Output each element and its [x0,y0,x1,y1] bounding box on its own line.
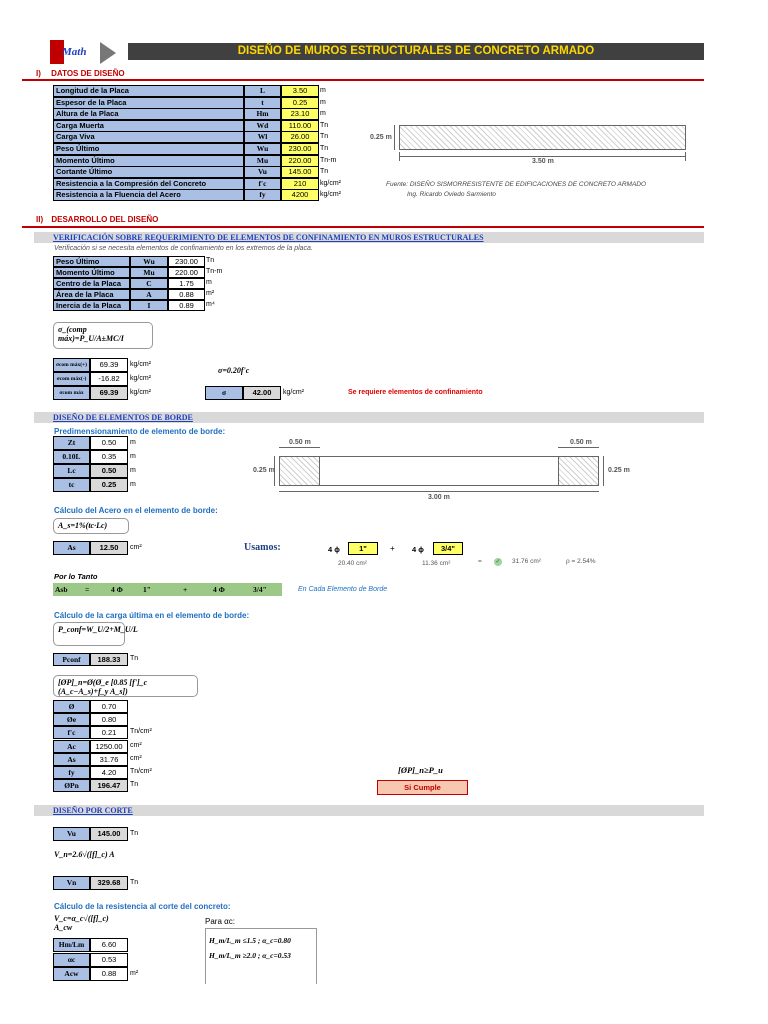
datos-symbol: Wu [244,143,281,155]
predim-title: Predimensionamiento de elemento de borde: [54,427,226,436]
vc-symbol: αc [53,953,90,967]
datos-unit: Tn [320,133,329,141]
rho-value: ρ = 2.54% [566,558,596,565]
borde-bottom-label: 3.00 m [428,494,450,501]
stress-unit: kg/cm² [130,361,151,368]
predim-symbol: tc [53,478,90,492]
datos-unit: kg/cm² [320,179,341,187]
check-formula: [ØP]_n≥P_u [398,765,443,775]
plus-sign: + [390,544,395,553]
conf-value: 220.00 [168,267,205,278]
total-area: 31.76 cm² [512,558,541,565]
datos-unit: m [320,87,326,94]
logo: Math [48,36,128,66]
as-sym: As [53,541,90,555]
datos-value: 23.10 [281,108,319,120]
limit-value: 42.00 [243,386,281,400]
dim-line [399,156,686,157]
phi-unit: Tn/cm² [130,728,152,736]
datos-value: 110.00 [281,120,319,132]
as-value: 12.50 [90,541,128,555]
dim-line [558,447,599,448]
predim-unit: m [130,453,136,460]
vu-unit: Tn [130,830,139,837]
datos-label: Resistencia a la Compresión del Concreto [53,178,244,190]
datos-symbol: Mu [244,155,281,167]
datos-label: Resistencia a la Fluencia del Acero [53,189,244,201]
datos-unit: m [320,110,326,118]
vc-symbol: Acw [53,967,90,981]
conf-unit: Tn [206,257,215,264]
borde-left-top-label: 0.50 m [289,439,311,446]
source-note: Fuente: DISEÑO SISMORRESISTENTE DE EDIFICACIONES DE CONCRETO ARMADO [386,181,647,188]
datos-value: 4200 [281,189,319,201]
datos-symbol: Hm [244,108,281,120]
phi-symbol: As [53,753,90,766]
datos-symbol: L [244,85,281,97]
phi-symbol: Øe [53,713,90,726]
equals-sign: = [478,558,482,565]
pconf-sym: Pconf [53,653,90,666]
datos-label: Peso Último [53,143,244,155]
predim-symbol: Zt [53,436,90,450]
phi-symbol: Ø [53,700,90,713]
dim-line [279,491,599,492]
para-alpha-label: Para αc: [205,917,235,926]
conf-unit: m² [206,290,215,297]
datos-label: Cortante Último [53,166,244,178]
as-unit: cm² [130,544,142,551]
conf-unit: m⁴ [206,301,215,308]
section-desarrollo-title: II) DESARROLLO DEL DISEÑO [36,215,159,224]
asb-note: En Cada Elemento de Borde [298,586,388,593]
vc-symbol: Hm/Lm [53,938,90,952]
datos-symbol: f'c [244,178,281,190]
datos-value: 3.50 [281,85,319,97]
dim-line [603,456,604,486]
acero-title: Cálculo del Acero en el elemento de borde: [54,506,218,515]
predim-unit: m [130,481,136,488]
phi-value: 0.21 [90,726,128,739]
datos-unit: Tn [320,145,329,152]
vc-value: 0.53 [90,953,128,967]
datos-value: 145.00 [281,166,319,178]
borde-left-side-label: 0.25 m [253,467,275,474]
datos-label: Carga Muerta [53,120,244,132]
phi-symbol: Ac [53,740,90,753]
confinamiento-note: Verificación si se necesita elementos de confinamiento en los extremos de la placa. [54,245,313,252]
conf-label: Inercia de la Placa [53,300,130,311]
area-1: 20.40 cm² [338,560,367,567]
conf-label: Área de la Placa [53,289,130,300]
subsection-borde-title: DISEÑO DE ELEMENTOS DE BORDE [34,412,704,423]
usamos-label: Usamos: [244,542,281,553]
datos-unit: Tn-m [320,156,337,164]
phi-unit: Tn/cm² [130,768,152,775]
dim-thickness-label: 0.25 m [370,134,392,141]
limit-formula: σ=0.20f'c [218,366,250,375]
borde-right-side-label: 0.25 m [608,467,630,474]
conf-value: 230.00 [168,256,205,267]
acero-formula: A_s=1%(tc·Lc) [53,518,129,534]
phi-value: 31.76 [90,753,128,766]
phi-value: 0.80 [90,713,128,726]
confinamiento-result: Se requiere elementos de confinamiento [348,389,483,396]
conf-label: Momento Último [53,267,130,278]
conf-symbol: Mu [130,267,168,278]
bar-diameter-1: 1" [348,542,378,555]
vn-sym: Vn [53,876,90,890]
phi-unit: cm² [130,741,142,749]
conf-unit: m [206,279,212,286]
conf-label: Centro de la Placa [53,278,130,289]
stress-symbol: σcom máx(+) [53,358,90,372]
check-result: Si Cumple [377,780,468,795]
predim-unit: m [130,439,136,446]
datos-value: 210 [281,178,319,190]
borde-right-hatch [558,456,599,486]
check-icon: ✓ [495,559,501,565]
stress-value: 69.39 [90,358,128,372]
carga-title: Cálculo de la carga última en el elemento de borde: [54,611,250,620]
phi-value: 4.20 [90,766,128,779]
phi-unit: Tn [130,781,139,789]
conf-symbol: C [130,278,168,289]
datos-symbol: fy [244,189,281,201]
area-2: 11.36 cm² [422,560,451,567]
conf-unit: Tn-m [206,268,223,275]
subsection-corte-title: DISEÑO POR CORTE [34,805,704,816]
vn-value: 329.68 [90,876,128,890]
predim-symbol: 0.10L [53,450,90,464]
limit-unit: kg/cm² [283,389,304,396]
predim-value: 0.50 [90,464,128,478]
conf-value: 1.75 [168,278,205,289]
section-datos-title: I) DATOS DE DISEÑO [36,69,125,78]
datos-value: 220.00 [281,155,319,167]
borde-diagram [279,456,599,486]
dim-line [394,125,395,150]
datos-label: Espesor de la Placa [53,97,244,109]
vn-unit: Tn [130,879,139,886]
pconf-value: 188.33 [90,653,128,666]
vc-value: 0.88 [90,967,128,981]
stress-value: 69.39 [90,386,128,400]
conf-value: 0.89 [168,300,205,311]
bar-count-1: 4 ϕ [328,545,340,554]
phi-symbol: f'c [53,726,90,739]
stress-formula: σ_(comp máx)=P_U/A±MC/I [53,322,153,349]
conf-value: 0.88 [168,289,205,300]
datos-label: Carga Viva [53,131,244,143]
datos-unit: Tn [320,168,329,176]
vu-value: 145.00 [90,827,128,841]
predim-value: 0.25 [90,478,128,492]
asb-row: Asb = 4 Φ 1" + 4 Φ 3/4" [53,583,282,596]
carga-formula: P_conf=W_U/2+M_U/L [53,622,125,646]
dim-tick [685,152,686,161]
por-lo-tanto: Por lo Tanto [54,572,98,581]
datos-symbol: Wl [244,131,281,143]
phi-symbol: fy [53,766,90,779]
stress-symbol: σcom máx [53,386,90,400]
phi-unit: cm² [130,754,142,762]
wall-section-diagram [399,125,686,150]
datos-label: Longitud de la Placa [53,85,244,97]
datos-value: 26.00 [281,131,319,143]
vc-value: 6.60 [90,938,128,952]
phi-formula: [ØP]_n=Ø(Ø_e [0.85 [f']_c (A_c−A_s)+f_y A_s]) [53,675,198,697]
phi-value: 196.47 [90,779,128,792]
divider [22,226,704,228]
datos-symbol: Wd [244,120,281,132]
datos-unit: kg/cm² [320,191,341,199]
predim-symbol: Lc [53,464,90,478]
vu-sym: Vu [53,827,90,841]
datos-unit: m [320,98,326,106]
datos-symbol: t [244,97,281,109]
predim-value: 0.50 [90,436,128,450]
dim-tick [399,152,400,161]
borde-left-hatch [279,456,320,486]
subsection-confinamiento-title: VERIFICACIÓN SOBRE REQUERIMIENTO DE ELEMENTOS DE CONFINAMIENTO EN MUROS ESTRUCTURALES [34,232,704,243]
datos-label: Altura de la Placa [53,108,244,120]
stress-symbol: σcom máx(-) [53,372,90,386]
vc-title: Cálculo de la resistencia al corte del concreto: [54,902,231,911]
stress-unit: kg/cm² [130,389,151,396]
phi-value: 1250.00 [90,740,128,753]
limit-sym: σ [205,386,243,400]
conf-symbol: A [130,289,168,300]
datos-label: Momento Último [53,155,244,167]
predim-value: 0.35 [90,450,128,464]
datos-value: 230.00 [281,143,319,155]
vc-formula: V_c=α_c√([f]_c) A_cw [54,914,109,932]
page-title: DISEÑO DE MUROS ESTRUCTURALES DE CONCRETO ARMADO [128,43,704,60]
dim-length-label: 3.50 m [532,158,554,165]
stress-unit: kg/cm² [130,375,151,382]
conf-symbol: I [130,300,168,311]
phi-value: 0.70 [90,700,128,713]
datos-value: 0.25 [281,97,319,109]
phi-symbol: ØPn [53,779,90,792]
vc-unit: m² [130,970,139,977]
vn-formula: V_n=2.6√([f]_c) A [54,850,115,859]
borde-right-top-label: 0.50 m [570,439,592,446]
bar-count-2: 4 ϕ [412,545,424,554]
conf-symbol: Wu [130,256,168,267]
datos-unit: Tn [320,121,329,129]
datos-symbol: Vu [244,166,281,178]
pconf-unit: Tn [130,655,139,662]
alpha-conditions: H_m/L_m ≤1.5 ; α_c=0.80 H_m/L_m ≥2.0 ; α_c=0.53 [205,928,317,984]
stress-value: -16.82 [90,372,128,386]
bar-diameter-2: 3/4" [433,542,463,555]
conf-label: Peso Último [53,256,130,267]
dim-line [279,447,320,448]
divider [22,79,704,81]
predim-unit: m [130,467,136,474]
author-note: Ing. Ricardo Oviedo Sarmiento [407,191,496,198]
